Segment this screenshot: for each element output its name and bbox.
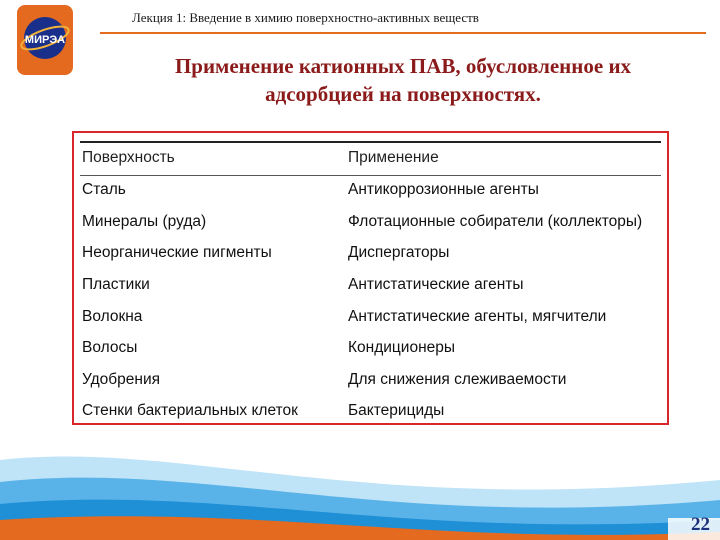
slide-title-line-1: Применение катионных ПАВ, обусловленное их (174, 54, 632, 78)
cell-surface: Волокна (82, 308, 143, 325)
cell-application: Антистатические агенты, мягчители (348, 308, 607, 325)
cell-application: Для снижения слеживаемости (348, 371, 567, 388)
table-row (80, 175, 661, 206)
cell-application: Кондиционеры (348, 339, 456, 356)
applications-table (72, 131, 669, 425)
table-row (80, 207, 661, 238)
table-header-row (80, 143, 661, 174)
page-number: 22 (691, 514, 710, 535)
table-row (80, 333, 661, 364)
lecture-header: Лекция 1: Введение в химию поверхностно-активных веществ (132, 10, 479, 25)
cell-surface: Стенки бактериальных клеток (82, 402, 298, 419)
cell-application: Флотационные собиратели (коллекторы) (348, 213, 643, 230)
cell-application: Антистатические агенты (348, 276, 524, 293)
table-row (80, 238, 661, 269)
cell-surface: Минералы (руда) (82, 213, 207, 230)
header-divider (100, 32, 706, 34)
logo-text: МИРЭА (24, 34, 66, 46)
cell-surface: Удобрения (82, 371, 161, 388)
mirea-logo (16, 4, 74, 76)
cell-surface: Пластики (82, 276, 150, 293)
slide-title-line-2: адсорбцией на поверхностях. (265, 82, 541, 106)
header-application: Применение (348, 149, 439, 166)
cell-surface: Сталь (82, 181, 126, 198)
cell-surface: Волосы (82, 339, 138, 356)
cell-application: Антикоррозионные агенты (348, 181, 539, 198)
cell-application: Бактерициды (348, 402, 445, 419)
table-row (80, 365, 661, 396)
table-body (80, 141, 661, 419)
footer-wave-band (0, 420, 720, 540)
cell-application: Диспергаторы (348, 244, 450, 261)
table-row (80, 302, 661, 333)
table-row (80, 270, 661, 301)
cell-surface: Неорганические пигменты (82, 244, 272, 261)
header-surface: Поверхность (82, 149, 175, 166)
slide-title (100, 52, 706, 108)
